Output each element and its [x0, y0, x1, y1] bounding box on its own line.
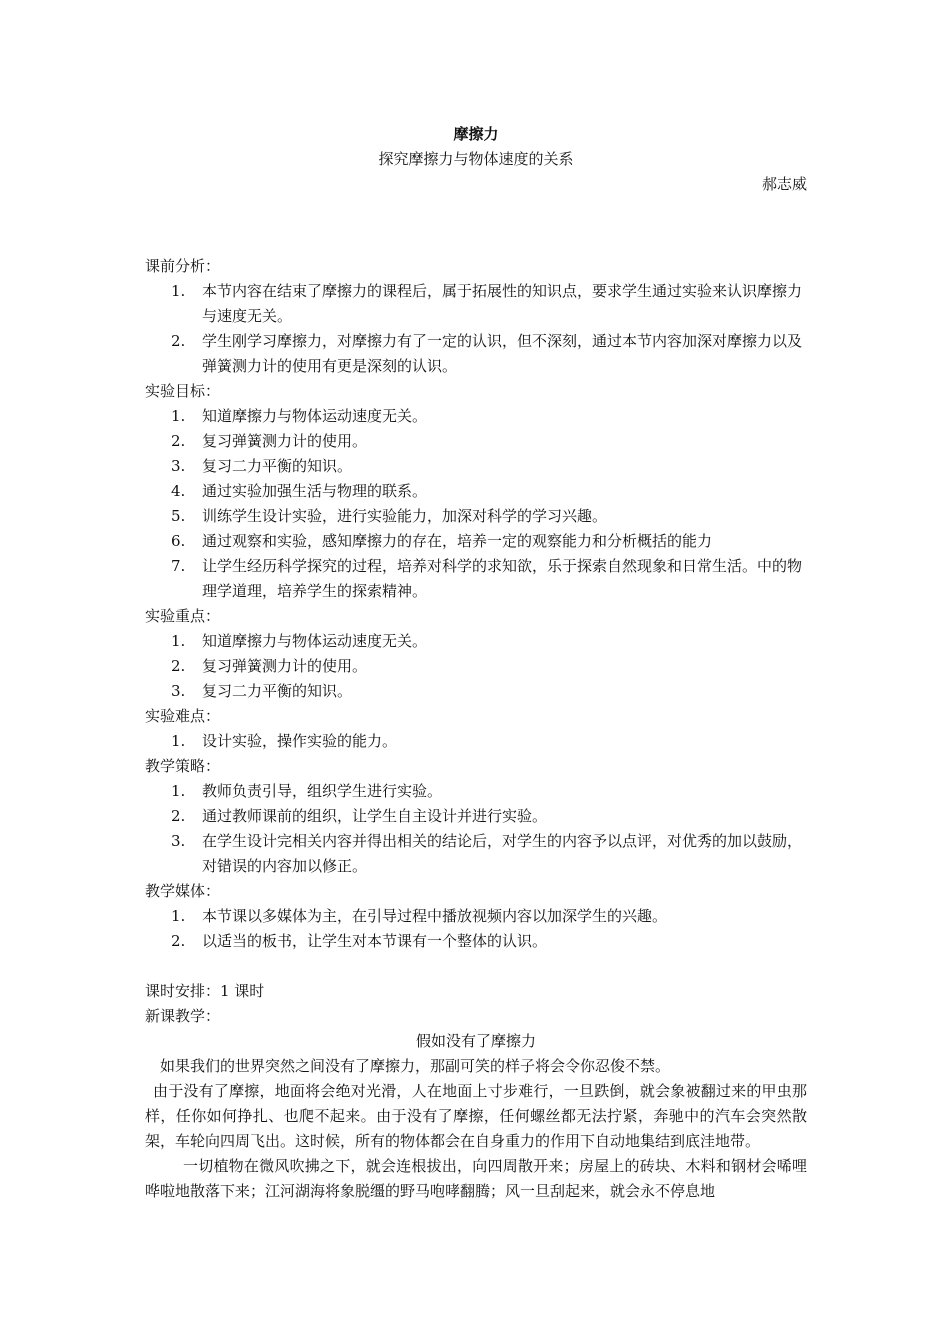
document-subtitle: 探究摩擦力与物体速度的关系 [378, 150, 574, 168]
list-item-text: 通过观察和实验，感知摩擦力的存在，培养一定的观察能力和分析概括的能力 [202, 532, 713, 550]
list-item-number: 1. [171, 907, 186, 925]
sections-container [145, 254, 807, 954]
list-item [145, 279, 807, 329]
document-author: 郝志威 [761, 175, 807, 193]
list-item-text: 复习二力平衡的知识。 [202, 682, 353, 700]
list-item-number: 2. [171, 432, 186, 450]
list-item-text: 设计实验，操作实验的能力。 [202, 732, 398, 750]
spacer [145, 197, 807, 254]
list-item-text: 通过教师课前的组织，让学生自主设计并进行实验。 [202, 807, 548, 825]
list-item [145, 779, 807, 804]
list-item [145, 804, 807, 829]
list-item-text: 复习弹簧测力计的使用。 [202, 432, 368, 450]
list-item [145, 904, 807, 929]
list-item-number: 2. [171, 657, 186, 675]
list-item-text: 通过实验加强生活与物理的联系。 [202, 482, 428, 500]
essay-paragraph-3: 一切植物在微风吹拂之下，就会连根拔出，向四周散开来；房屋上的砖块、木料和钢材会唏哩哗啦地散落下来；江河湖海将象脱缰的野马咆哮翻腾；风一旦刮起来，就会永不停息地 [145, 1157, 807, 1200]
list-item-text: 本节内容在结束了摩擦力的课程后，属于拓展性的知识点，要求学生通过实验来认识摩擦力与速度无关。 [202, 282, 803, 325]
section-heading: 实验难点： [145, 707, 221, 725]
section-list [145, 904, 807, 954]
document-title: 摩擦力 [453, 125, 499, 143]
list-item [145, 529, 807, 554]
section-list [145, 404, 807, 604]
list-item-text: 本节课以多媒体为主，在引导过程中播放视频内容以加深学生的兴趣。 [202, 907, 668, 925]
list-item [145, 554, 807, 604]
list-item-number: 3. [171, 457, 186, 475]
list-item-number: 6. [171, 532, 186, 550]
list-item-number: 4. [171, 482, 186, 500]
list-item-number: 1. [171, 632, 186, 650]
list-item [145, 679, 807, 704]
spacer [145, 954, 807, 979]
section-heading: 实验目标： [145, 382, 221, 400]
list-item-number: 1. [171, 782, 186, 800]
list-item [145, 629, 807, 654]
document-page [145, 122, 807, 1204]
list-item [145, 929, 807, 954]
list-item-text: 训练学生设计实验，进行实验能力，加深对科学的学习兴趣。 [202, 507, 608, 525]
list-item [145, 729, 807, 754]
section-list [145, 629, 807, 704]
schedule-line: 课时安排：1 课时 [145, 982, 265, 1000]
list-item-text: 学生刚学习摩擦力，对摩擦力有了一定的认识，但不深刻，通过本节内容加深对摩擦力以及弹簧测力计的使用有更是深刻的认识。 [202, 332, 803, 375]
essay-paragraph-2: 由于没有了摩擦，地面将会绝对光滑，人在地面上寸步难行，一旦跌倒，就会象被翻过来的甲虫那样，任你如何挣扎、也爬不起来。由于没有了摩擦，任何螺丝都无法拧紧，奔驰中的汽车会突然散架，车轮向四周飞出。这时候，所有的物体都会在自身重力的作用下自动地集结到底洼地带。 [145, 1082, 807, 1150]
section-heading: 教学媒体： [145, 882, 221, 900]
list-item-text: 教师负责引导，组织学生进行实验。 [202, 782, 443, 800]
essay-title: 假如没有了摩擦力 [415, 1032, 536, 1050]
list-item-text: 复习弹簧测力计的使用。 [202, 657, 368, 675]
list-item [145, 479, 807, 504]
list-item-text: 让学生经历科学探究的过程，培养对科学的求知欲，乐于探索自然现象和日常生活。中的物理学道理，培养学生的探索精神。 [202, 557, 803, 600]
essay-paragraph-1: 如果我们的世界突然之间没有了摩擦力，那副可笑的样子将会令你忍俊不禁。 [160, 1057, 671, 1075]
list-item [145, 654, 807, 679]
list-item-number: 3. [171, 832, 186, 850]
list-item-number: 1. [171, 282, 186, 300]
list-item [145, 329, 807, 379]
list-item [145, 829, 807, 879]
section-heading: 实验重点： [145, 607, 221, 625]
list-item-text: 在学生设计完相关内容并得出相关的结论后，对学生的内容予以点评，对优秀的加以鼓励，对错误的内容加以修正。 [202, 832, 803, 875]
list-item-number: 2. [171, 807, 186, 825]
list-item-text: 以适当的板书，让学生对本节课有一个整体的认识。 [202, 932, 548, 950]
list-item-number: 2. [171, 932, 186, 950]
new-lesson-heading: 新课教学： [145, 1007, 221, 1025]
list-item-number: 5. [171, 507, 186, 525]
list-item-number: 3. [171, 682, 186, 700]
section-heading: 课前分析： [145, 257, 221, 275]
list-item-text: 知道摩擦力与物体运动速度无关。 [202, 632, 428, 650]
list-item-number: 2. [171, 332, 186, 350]
list-item-text: 复习二力平衡的知识。 [202, 457, 353, 475]
list-item [145, 504, 807, 529]
list-item-number: 1. [171, 407, 186, 425]
section-list [145, 279, 807, 379]
list-item-number: 1. [171, 732, 186, 750]
section-list [145, 729, 807, 754]
section-list [145, 779, 807, 879]
list-item [145, 404, 807, 429]
list-item [145, 429, 807, 454]
section-heading: 教学策略： [145, 757, 221, 775]
list-item-number: 7. [171, 557, 186, 575]
list-item-text: 知道摩擦力与物体运动速度无关。 [202, 407, 428, 425]
list-item [145, 454, 807, 479]
